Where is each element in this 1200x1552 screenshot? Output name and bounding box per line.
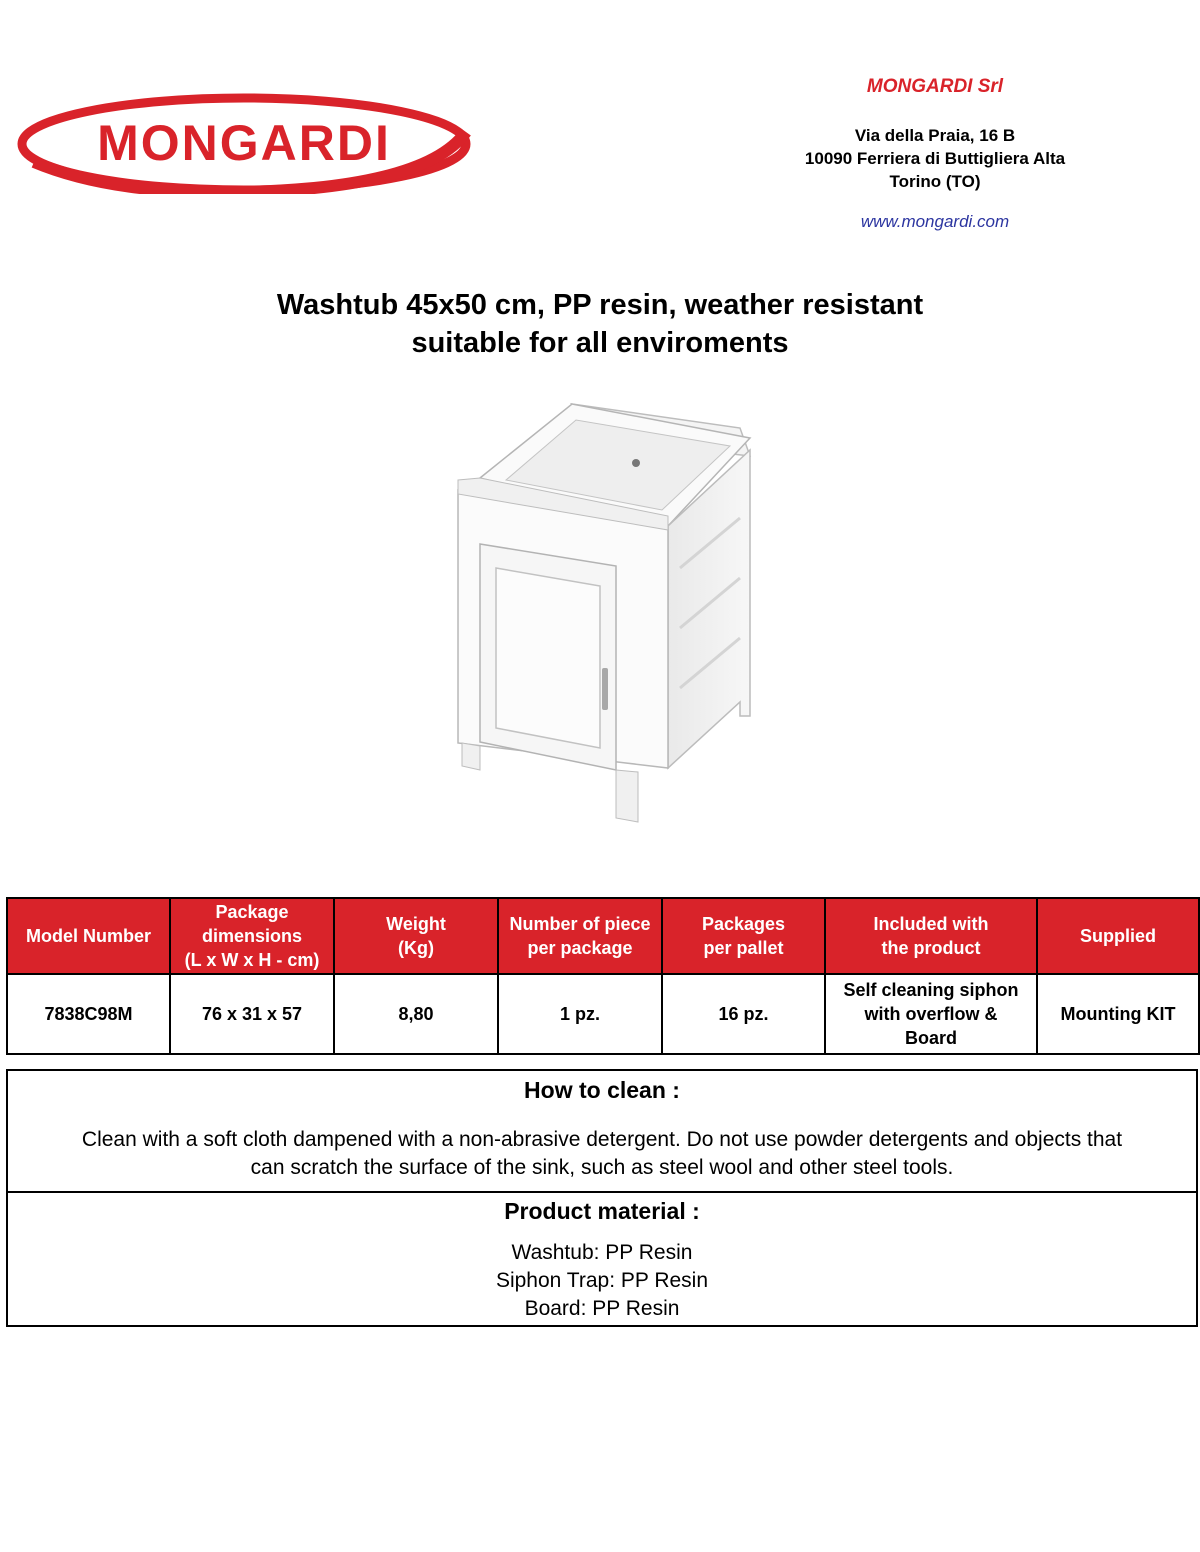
address-line: 10090 Ferriera di Buttigliera Alta bbox=[804, 149, 1066, 168]
specification-table bbox=[6, 897, 1200, 1055]
header-model-number: Model Number bbox=[7, 898, 170, 974]
company-name: MONGARDI Srl bbox=[866, 76, 1004, 97]
company-address bbox=[700, 124, 1170, 193]
how-to-clean-section bbox=[6, 1069, 1198, 1193]
address-line: Torino (TO) bbox=[889, 172, 981, 191]
header-included: Included with the product bbox=[825, 898, 1037, 974]
table-row bbox=[7, 974, 1199, 1054]
title-line-2: suitable for all enviroments bbox=[411, 327, 789, 359]
cell-pieces-per-package: 1 pz. bbox=[498, 974, 662, 1054]
title-line-1: Washtub 45x50 cm, PP resin, weather resistant bbox=[276, 289, 924, 321]
logo-text: MONGARDI bbox=[97, 115, 391, 171]
website-link[interactable]: www.mongardi.com bbox=[860, 212, 1010, 231]
cell-supplied: Mounting KIT bbox=[1037, 974, 1199, 1054]
cell-package-dimensions: 76 x 31 x 57 bbox=[170, 974, 334, 1054]
material-item: Board: PP Resin bbox=[524, 1297, 680, 1320]
cell-model-number: 7838C98M bbox=[7, 974, 170, 1054]
product-title bbox=[0, 286, 1200, 362]
how-to-clean-text: Clean with a soft cloth dampened with a non-abrasive detergent. Do not use powder detergents and objects that can scratch the surface of the sink, such as steel wool and other steel tools. bbox=[81, 1128, 1123, 1179]
cell-included: Self cleaning siphon with overflow & Board bbox=[825, 974, 1037, 1054]
material-item: Siphon Trap: PP Resin bbox=[495, 1269, 709, 1292]
how-to-clean-heading: How to clean : bbox=[524, 1077, 680, 1103]
product-material-heading: Product material : bbox=[504, 1198, 700, 1224]
washtub-cabinet-image bbox=[440, 398, 770, 830]
product-material-section bbox=[6, 1191, 1198, 1327]
header-package-dimensions: Package dimensions (L x W x H - cm) bbox=[170, 898, 334, 974]
material-item: Washtub: PP Resin bbox=[511, 1241, 693, 1264]
header-packages-per-pallet: Packages per pallet bbox=[662, 898, 825, 974]
header-supplied: Supplied bbox=[1037, 898, 1199, 974]
header-weight: Weight (Kg) bbox=[334, 898, 498, 974]
mongardi-logo bbox=[14, 92, 474, 194]
cell-packages-per-pallet: 16 pz. bbox=[662, 974, 825, 1054]
table-header-row bbox=[7, 898, 1199, 974]
cell-weight: 8,80 bbox=[334, 974, 498, 1054]
address-line: Via della Praia, 16 B bbox=[854, 126, 1016, 145]
header-pieces-per-package: Number of piece per package bbox=[498, 898, 662, 974]
